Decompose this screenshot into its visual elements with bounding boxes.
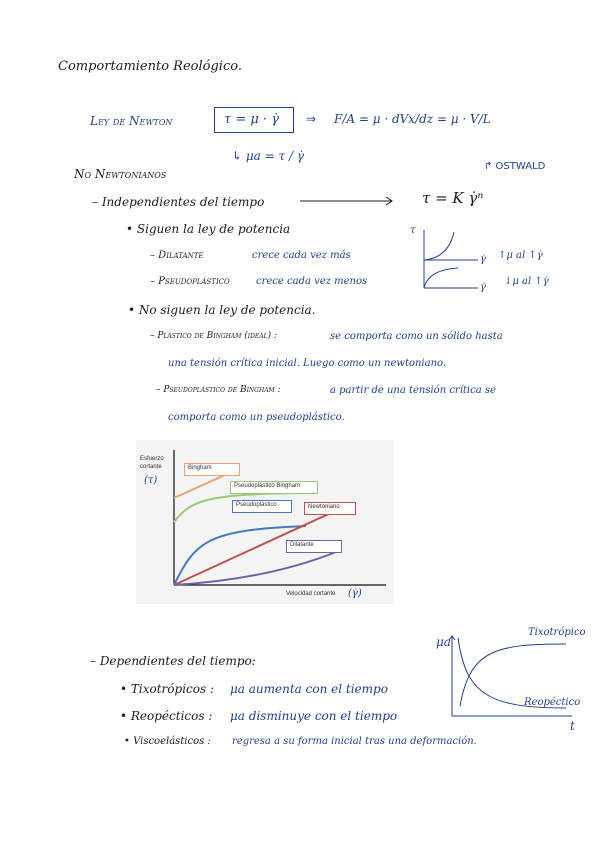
pseudoplastico-note: ↓μ al ↑γ̇: [504, 276, 549, 287]
dilatante-label: – Dilatante: [150, 250, 204, 261]
apparent-viscosity: ↳ μa = τ / γ̇: [232, 149, 304, 163]
no-newtonianos-heading: No Newtonianos: [74, 167, 167, 181]
dilatante-desc: crece cada vez más: [252, 250, 351, 261]
mini-sketch-graph: [418, 226, 498, 296]
graph-xlabel: t: [570, 719, 575, 733]
dilatante-note: ↑μ al ↑γ̇: [498, 250, 543, 261]
dependientes-heading: – Dependientes del tiempo:: [90, 654, 256, 668]
curve-dilatante: [174, 552, 336, 585]
tixotropicos-label: • Tixotrópicos :: [120, 682, 214, 696]
bingham-desc-2: una tensión crítica inicial. Luego como un newtoniano.: [168, 358, 447, 369]
rheology-figure: [136, 440, 394, 604]
figure-tau-note: (τ): [144, 475, 158, 486]
pseudo-bingham-label: – Pseudoplástico de Bingham :: [156, 385, 281, 395]
figure-gamma-note: (γ̇): [348, 588, 362, 599]
no-siguen-ley-potencia: • No siguen la ley de potencia.: [128, 303, 316, 317]
pseudoplastico-desc: crece cada vez menos: [256, 276, 368, 287]
viscoelasticos-label: • Viscoelásticos :: [124, 736, 211, 747]
label-bingham: Bingham: [184, 463, 240, 476]
pseudoplastico-label: – Pseudoplástico: [150, 276, 230, 287]
siguen-ley-potencia: • Siguen la ley de potencia: [126, 222, 291, 236]
mini-gamma-label-1: γ̇: [480, 254, 486, 265]
mini-gamma-label-2: γ̇: [480, 282, 486, 293]
label-pseudoplastico: Pseudoplástico: [232, 500, 292, 513]
figure-xlabel: Velocidad cortante: [286, 591, 336, 597]
bingham-ideal-label: – Plástico de Bingham (ideal) :: [150, 331, 278, 341]
viscoelasticos-desc: regresa a su forma inicial tras una deformación.: [232, 736, 477, 747]
figure-ylabel-line1: Esfuerzo: [140, 456, 164, 462]
figure-curves: [136, 440, 394, 604]
graph-reopectico-label: Reopéctico: [524, 697, 581, 708]
tixotropicos-desc: μa aumenta con el tiempo: [230, 682, 388, 696]
reopecticos-label: • Reopécticos :: [120, 709, 213, 723]
independientes-heading: – Independientes del tiempo: [92, 195, 265, 209]
pseudo-bingham-desc-2: comporta como un pseudoplástico.: [168, 412, 345, 423]
reopecticos-desc: μa disminuye con el tiempo: [230, 709, 398, 723]
figure-ylabel-line2: cortante: [140, 464, 162, 470]
newton-formula: τ = μ · γ̇: [224, 112, 279, 127]
graph-tixotropico-label: Tixotrópico: [528, 627, 586, 638]
page-title: Comportamiento Reológico.: [58, 59, 242, 74]
ostwald-formula: τ = K γ̇ⁿ: [422, 189, 484, 207]
label-dilatante: Dilatante: [286, 540, 342, 553]
newton-label: Ley de Newton: [90, 114, 173, 128]
pseudo-bingham-desc-1: a partir de una tensión crítica se: [330, 385, 496, 396]
mini-tau-label: τ: [410, 225, 416, 236]
ostwald-note: ↱ OSTWALD: [484, 161, 546, 172]
implies-arrow: ⇒: [306, 112, 317, 126]
time-dependent-graph: [440, 630, 580, 733]
bingham-desc-1: se comporta como un sólido hasta: [330, 331, 503, 342]
label-newtoniano: Newtoniano: [304, 502, 356, 515]
graph-ylabel: μa: [436, 635, 451, 649]
newton-expansion: F/A = μ · dVx/dz = μ · V/L: [334, 112, 491, 126]
label-pseudo-bingham: Pseudoplástico Bingham: [230, 481, 318, 494]
